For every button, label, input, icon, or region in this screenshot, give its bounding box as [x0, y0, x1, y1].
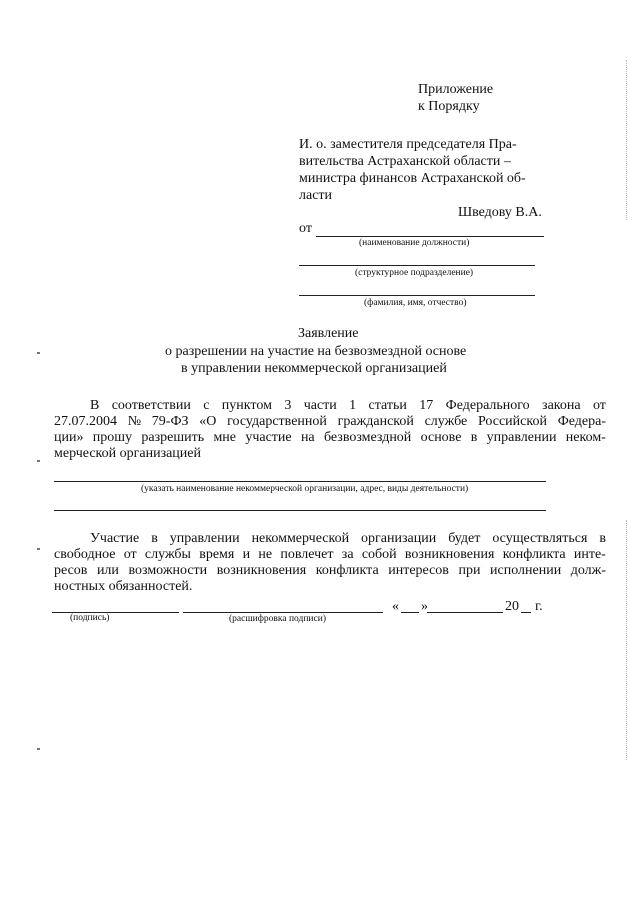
fio-hint: (фамилия, имя, отчество): [364, 298, 467, 308]
addressee-name: Шведову В.А.: [458, 205, 542, 220]
word: разрешить: [141, 430, 205, 445]
date-open-quote: «: [392, 599, 399, 614]
word: долж-: [570, 563, 606, 578]
word: Федера-: [557, 414, 606, 429]
decode-hint: (расшифровка подписи): [229, 614, 326, 624]
word: некоммерческой: [251, 531, 350, 546]
word: повлечет: [280, 547, 334, 562]
word: участие: [245, 430, 292, 445]
word: основе: [420, 430, 462, 445]
word: закона: [542, 398, 581, 413]
word: интересов: [388, 563, 449, 578]
paragraph-2-line-4: ностных обязанностей.: [54, 579, 193, 594]
appendix-line-2: к Порядку: [418, 99, 480, 114]
word: Федерального: [445, 398, 530, 413]
signature-decode-line: [183, 612, 383, 613]
word: при: [458, 563, 481, 578]
word: будет: [448, 531, 481, 546]
word: Участие: [90, 531, 140, 546]
word: №: [127, 414, 142, 429]
document-subtitle-1: о разрешении на участие на безвозмездной основе: [165, 344, 467, 359]
word: не: [258, 547, 273, 562]
org-line-2: [54, 510, 546, 511]
word: и: [242, 547, 251, 562]
date-close-quote: »: [421, 599, 428, 614]
paragraph-2-line-1: [90, 531, 606, 547]
word: государственной: [227, 414, 327, 429]
word: инте-: [573, 547, 606, 562]
word: возникновения: [216, 563, 307, 578]
word: мне: [213, 430, 237, 445]
document-subtitle-2: в управлении некоммерческой организацией: [181, 361, 447, 376]
addressee-line-4: ласти: [299, 188, 333, 203]
addressee-line-3: министра финансов Астраханской об-: [299, 171, 526, 186]
org-hint: (указать наименование некоммерческой организации, адрес, виды деятельности): [141, 484, 469, 494]
word: исполнении: [490, 563, 562, 578]
word: службы: [144, 547, 191, 562]
word: 27.07.2004: [54, 414, 117, 429]
scan-edge-mark: [626, 520, 628, 760]
year-suffix: г.: [535, 599, 543, 614]
date-day-line: [401, 612, 419, 613]
word: 1: [349, 398, 357, 413]
fio-line: [299, 295, 535, 296]
scan-speck: [37, 352, 40, 354]
year-prefix: 20: [505, 599, 519, 614]
scan-speck: [37, 548, 40, 550]
word: Российской: [477, 414, 547, 429]
unit-line: [299, 265, 535, 266]
word: управлении: [169, 531, 240, 546]
date-month-line: [427, 612, 503, 613]
word: от: [123, 547, 137, 562]
year-line: [521, 612, 531, 613]
word: в: [470, 430, 478, 445]
word: ции»: [54, 430, 84, 445]
word: конфликта: [502, 547, 566, 562]
paragraph-1-line-1: [90, 398, 606, 414]
word: конфликта: [315, 563, 379, 578]
scan-speck: [37, 748, 40, 750]
from-label: от: [299, 221, 312, 236]
word: безвозмездной: [323, 430, 412, 445]
addressee-line-1: И. о. заместителя председателя Пра-: [299, 137, 517, 152]
scan-edge-mark: [626, 60, 628, 220]
word: на: [300, 430, 315, 445]
paragraph-1-line-2: [54, 414, 606, 430]
word: соответствии: [111, 398, 191, 413]
position-line: [316, 236, 544, 237]
addressee-line-2: вительства Астраханской области –: [299, 154, 511, 169]
word: 3: [284, 398, 292, 413]
word: организации: [361, 531, 437, 546]
word: от: [592, 398, 606, 413]
word: за: [341, 547, 354, 562]
word: время: [199, 547, 235, 562]
word: неком-: [565, 430, 606, 445]
word: 17: [419, 398, 434, 413]
word: статьи: [368, 398, 407, 413]
word: с: [203, 398, 210, 413]
word: пунктом: [221, 398, 272, 413]
word: В: [90, 398, 100, 413]
org-line-1: [54, 481, 546, 482]
paragraph-1-line-3: [54, 430, 606, 446]
paragraph-2-line-2: [54, 547, 606, 563]
word: в: [599, 531, 606, 546]
word: прошу: [92, 430, 133, 445]
word: ресов: [54, 563, 88, 578]
sign-hint: (подпись): [70, 613, 110, 623]
word: «О: [199, 414, 217, 429]
paragraph-2-line-3: [54, 563, 606, 579]
word: части: [303, 398, 337, 413]
word: возникновения: [404, 547, 495, 562]
position-hint: (наименование должности): [359, 238, 470, 248]
word: в: [151, 531, 158, 546]
word: осуществляться: [492, 531, 588, 546]
word: возможности: [128, 563, 208, 578]
word: управлении: [486, 430, 557, 445]
word: службе: [424, 414, 468, 429]
unit-hint: (структурное подразделение): [355, 268, 474, 278]
word: 79-ФЗ: [151, 414, 189, 429]
word: гражданской: [337, 414, 414, 429]
word: собой: [361, 547, 397, 562]
scan-speck: [37, 460, 40, 462]
word: свободное: [54, 547, 116, 562]
document-title: Заявление: [298, 326, 359, 341]
paragraph-1-line-4: мерческой организацией: [54, 446, 201, 461]
word: или: [96, 563, 119, 578]
appendix-line-1: Приложение: [418, 82, 494, 97]
